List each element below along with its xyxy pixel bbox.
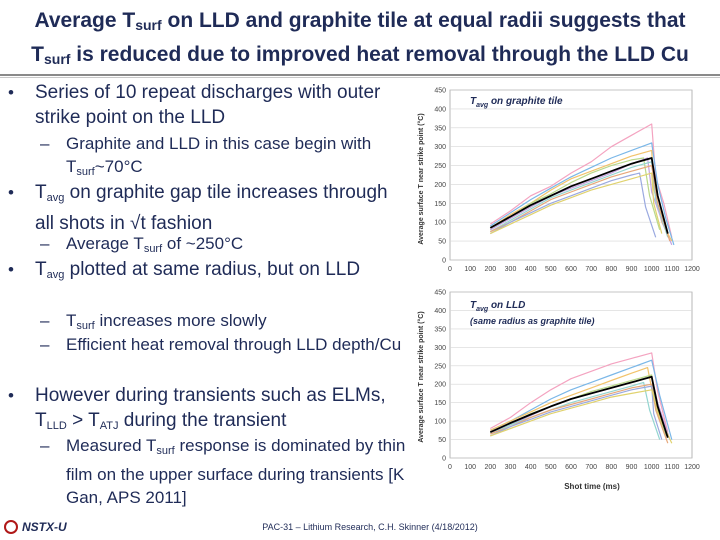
y-tick-label: 0 <box>442 455 446 463</box>
title-divider-shadow <box>0 77 720 78</box>
title-line-1: Average $T_{surf}$ on LLD and graphite tile at equal radii suggests that <box>34 9 686 33</box>
title-divider <box>0 74 720 76</box>
lld-temperature-chart <box>410 284 720 496</box>
x-tick-label: 500 <box>544 464 557 471</box>
y-tick-label: 450 <box>434 289 446 297</box>
bullet-1-sub-1: – Graphite and LLD in this case begin with $T_{surf}\sim 70^\circ C$ <box>40 134 372 178</box>
y-tick-label: 150 <box>434 400 446 408</box>
y-tick-label: 350 <box>434 125 446 133</box>
nstx-u-logo <box>4 517 67 537</box>
title-line-2: $T_{surf}$ is reduced due to improved heat removal through the LLD Cu <box>31 43 689 67</box>
y-tick-label: 300 <box>434 144 446 152</box>
y-tick-label: 100 <box>434 418 446 426</box>
chart-annotation-2: (same radius as graphite tile) <box>470 316 595 326</box>
y-tick-label: 200 <box>434 381 446 389</box>
bullet-3: • $T_{avg}$ plotted at same radius, but on LLD <box>8 259 361 281</box>
x-tick-label: 200 <box>484 266 497 273</box>
x-tick-label: 900 <box>625 464 638 471</box>
y-axis-label: Average surface T near strike point (°C) <box>418 311 425 443</box>
bullet-dot: • <box>8 83 14 102</box>
x-tick-label: 300 <box>504 266 517 273</box>
bullet-2-sub-1: – Average $T_{surf}$ of ~250°C <box>40 234 244 255</box>
x-axis-label: Shot time (ms) <box>564 482 620 491</box>
bullet-4: • However during transients such as ELMs, $T_{LLD} > T_{ATJ}$ during the transient <box>8 385 386 432</box>
x-tick-label: 800 <box>605 266 618 273</box>
x-tick-labels <box>448 464 700 471</box>
y-axis-label: Average surface T near strike point (°C) <box>418 113 425 245</box>
logo-emblem-icon <box>4 520 18 534</box>
y-tick-label: 400 <box>434 106 446 114</box>
y-tick-label: 250 <box>434 163 446 171</box>
x-tick-label: 600 <box>565 464 577 471</box>
x-tick-label: 500 <box>544 266 557 273</box>
bullet-4-sub-1: – Measured $T_{surf}$ response is dominated by thin film on the upper surface during transients [K Gan, APS 2011] <box>40 436 406 507</box>
x-tick-label: 800 <box>605 464 618 471</box>
y-tick-label: 200 <box>434 181 446 189</box>
chart-annotation: $T_{avg}$ on LLD <box>470 300 526 313</box>
y-tick-label: 100 <box>434 219 446 227</box>
dash-marker: – <box>40 436 50 455</box>
x-tick-label: 700 <box>585 266 598 273</box>
x-tick-label: 300 <box>504 464 517 471</box>
bullet-2: • $T_{avg}$ on graphite gap tile increases through all shots in √t fashion <box>8 182 388 234</box>
y-tick-label: 400 <box>434 307 446 315</box>
bullet-3-sub-1: – $T_{surf}$ increases more slowly <box>40 311 267 332</box>
x-tick-label: 1100 <box>664 266 680 273</box>
y-tick-label: 300 <box>434 344 446 352</box>
x-tick-labels <box>448 266 700 273</box>
bullet-dot: • <box>8 183 14 202</box>
y-tick-labels <box>434 290 446 463</box>
y-tick-labels <box>434 88 446 265</box>
x-tick-label: 1000 <box>643 266 660 273</box>
x-tick-label: 700 <box>585 464 598 471</box>
x-tick-label: 1100 <box>664 464 680 471</box>
y-tick-label: 0 <box>442 257 446 265</box>
x-tick-label: 0 <box>448 266 452 273</box>
x-tick-label: 600 <box>565 266 577 273</box>
x-tick-label: 400 <box>524 464 537 471</box>
y-tick-label: 50 <box>438 437 446 445</box>
x-tick-label: 1200 <box>684 266 700 273</box>
dash-marker: – <box>40 134 50 153</box>
y-tick-label: 50 <box>438 238 446 246</box>
dash-marker: – <box>40 234 50 253</box>
dash-marker: – <box>40 311 50 330</box>
chart-annotation: $T_{avg}$ on graphite tile <box>470 96 563 109</box>
graphite-tile-temperature-chart <box>410 82 720 280</box>
footer-citation: PAC-31 – Lithium Research, C.H. Skinner (4/18/2012) <box>262 522 478 532</box>
x-tick-label: 200 <box>484 464 497 471</box>
x-tick-label: 100 <box>464 266 477 273</box>
y-tick-label: 150 <box>434 200 446 208</box>
bullet-dot: • <box>8 260 14 279</box>
bullet-1: • Series of 10 repeat discharges with outer strike point on the LLD <box>8 82 381 128</box>
x-tick-label: 1000 <box>643 464 660 471</box>
logo-text: NSTX-U <box>22 520 67 534</box>
x-tick-label: 900 <box>625 266 638 273</box>
y-tick-label: 350 <box>434 326 446 334</box>
dash-marker: – <box>40 335 50 354</box>
x-tick-label: 1200 <box>684 464 700 471</box>
slide-title <box>0 6 720 74</box>
x-tick-label: 100 <box>464 464 477 471</box>
bullet-dot: • <box>8 386 14 405</box>
x-tick-label: 400 <box>524 266 537 273</box>
x-tick-label: 0 <box>448 464 452 471</box>
y-tick-label: 450 <box>434 87 446 95</box>
y-tick-label: 250 <box>434 363 446 371</box>
bullet-3-sub-2: – Efficient heat removal through LLD depth/Cu <box>40 335 402 354</box>
